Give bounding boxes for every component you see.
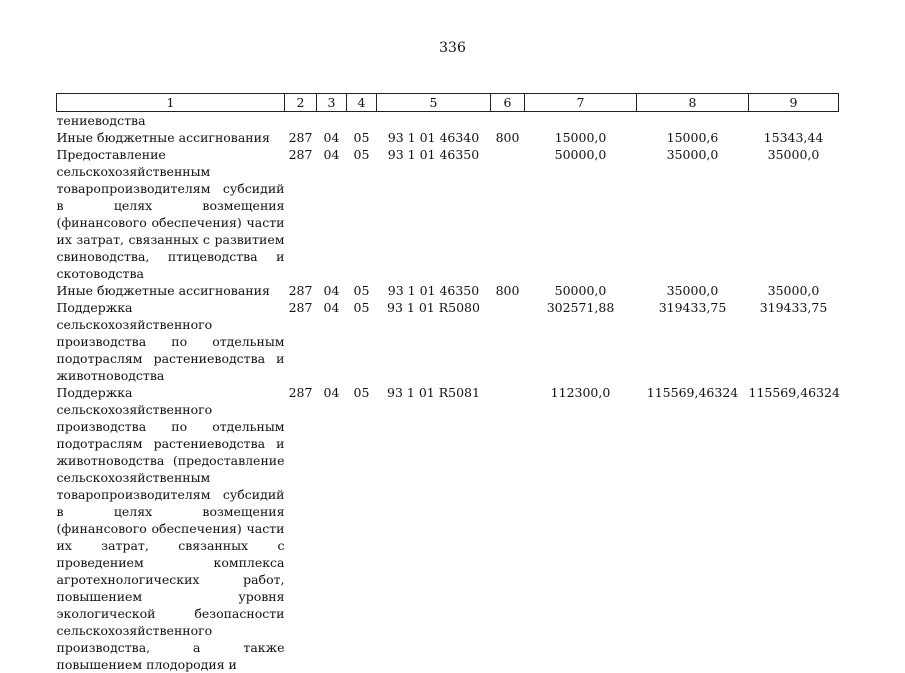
row-c4: 05 (353, 130, 370, 145)
table-row (57, 129, 839, 146)
row-c4: 05 (353, 283, 370, 298)
column-header: 4 (347, 94, 377, 112)
row-c9: 35000,0 (767, 283, 820, 298)
column-header: 6 (491, 94, 525, 112)
row-c9: 35000,0 (767, 147, 820, 162)
table-row (57, 282, 839, 299)
row-c6 (491, 146, 525, 282)
row-c3: 04 (323, 300, 340, 315)
row-c9 (749, 112, 839, 130)
row-name: Иные бюджетные ассигнования (56, 130, 270, 145)
table-row (57, 146, 839, 282)
budget-table (56, 93, 839, 673)
row-c4: 05 (353, 300, 370, 315)
row-c6 (491, 299, 525, 384)
row-c5: 93 1 01 46340 (387, 130, 480, 145)
row-c2: 287 (288, 300, 313, 315)
row-c7: 50000,0 (554, 283, 607, 298)
row-c7: 302571,88 (546, 300, 615, 315)
row-c5: 93 1 01 R5080 (387, 300, 480, 315)
column-header: 5 (377, 94, 491, 112)
row-c9: 115569,46324 (748, 385, 840, 400)
row-c4: 05 (353, 147, 370, 162)
row-name: Поддержка сельскохозяйственного производства по отдельным подотраслям растениеводства и животноводства (56, 300, 285, 383)
row-c4: 05 (353, 385, 370, 400)
row-c7: 50000,0 (554, 147, 607, 162)
column-header: 1 (57, 94, 285, 112)
row-c6 (491, 384, 525, 673)
table-row (57, 299, 839, 384)
row-c8: 115569,46324 (646, 385, 739, 400)
row-c3: 04 (323, 130, 340, 145)
row-c6: 800 (495, 130, 520, 145)
column-header: 3 (317, 94, 347, 112)
table-row (57, 384, 839, 673)
row-name: Предоставление сельскохозяйственным товаропроизводителям субсидий в целях возмещения (финансового обеспечения) части их затрат, связанных с развитием свиноводства, птицеводства и скотоводства (56, 147, 285, 281)
row-c8 (637, 112, 749, 130)
row-c2: 287 (288, 283, 313, 298)
row-c7 (525, 112, 637, 130)
row-c8: 15000,6 (666, 130, 719, 145)
row-c4 (347, 112, 377, 130)
row-c2: 287 (288, 130, 313, 145)
row-c8: 35000,0 (666, 147, 719, 162)
row-c5: 93 1 01 R5081 (387, 385, 480, 400)
row-c2: 287 (288, 147, 313, 162)
row-c7: 112300,0 (550, 385, 611, 400)
column-header: 2 (285, 94, 317, 112)
row-c8: 35000,0 (666, 283, 719, 298)
row-c2 (285, 112, 317, 130)
column-header: 8 (637, 94, 749, 112)
row-c3: 04 (323, 147, 340, 162)
row-name: Поддержка сельскохозяйственного производства по отдельным подотраслям растениеводства и животноводства (предоставление сельскохозяйственным товаропроизводителям субсидий в целях возмещения (финансового обеспечения) части их затрат, связанных с проведением комплекса агротехнологических работ, повышением уровня экологической безопасности сельскохозяйственного производства, а также повышением плодородия и (56, 385, 285, 672)
column-header: 9 (749, 94, 839, 112)
row-c6 (491, 112, 525, 130)
row-c2: 287 (288, 385, 313, 400)
row-c9: 319433,75 (759, 300, 828, 315)
row-name: тениеводства (56, 113, 146, 128)
row-c6: 800 (495, 283, 520, 298)
row-c5: 93 1 01 46350 (387, 147, 480, 162)
table-row (57, 112, 839, 130)
row-c3 (317, 112, 347, 130)
row-c7: 15000,0 (554, 130, 607, 145)
row-name: Иные бюджетные ассигнования (56, 283, 270, 298)
row-c9: 15343,44 (763, 130, 824, 145)
row-c8: 319433,75 (658, 300, 727, 315)
row-c3: 04 (323, 283, 340, 298)
column-header: 7 (525, 94, 637, 112)
table-header-row (57, 94, 839, 112)
row-c5: 93 1 01 46350 (387, 283, 480, 298)
page-number: 336 (439, 40, 466, 56)
row-c5 (377, 112, 491, 130)
row-c3: 04 (323, 385, 340, 400)
